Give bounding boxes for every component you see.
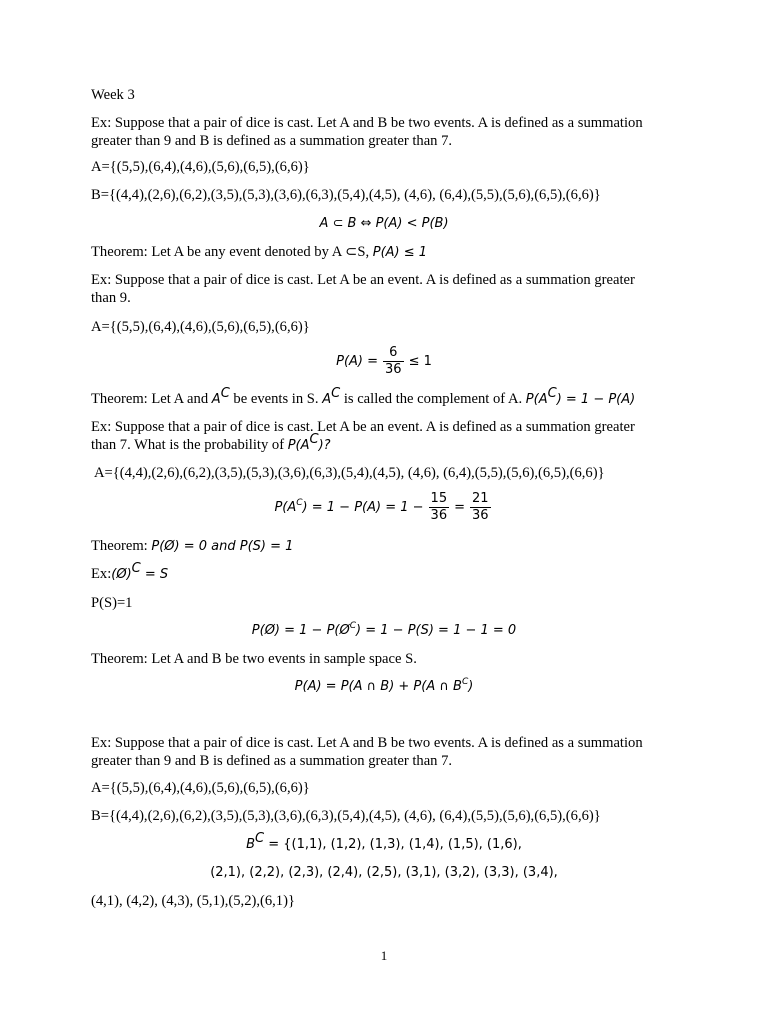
- theorem-2-text-1: Theorem: Let A and: [91, 391, 212, 407]
- fraction-numerator: 15: [430, 491, 448, 506]
- theorem-2-math-1: A: [211, 392, 221, 407]
- equals-sign: =: [454, 499, 465, 515]
- fraction-denominator: 36: [472, 508, 489, 523]
- empty-set-probability-equation: [0, 622, 768, 640]
- probability-a-rhs: ≤ 1: [408, 353, 432, 369]
- theorem-3: [91, 537, 293, 556]
- complement-superscript: C: [131, 561, 141, 576]
- example-3-question-text: than 7. What is the probability of: [91, 437, 288, 453]
- fraction-21-36: [470, 491, 491, 524]
- fraction-15-36: [429, 491, 450, 524]
- complement-superscript: C: [349, 621, 357, 631]
- theorem-2-text-2: be events in S.: [229, 391, 323, 407]
- eq-a-text: P(Ø) = 1 − P(Ø: [251, 623, 350, 638]
- fraction-denominator: 36: [430, 508, 448, 523]
- subset-probability-equation: A ⊂ B ⇔ P(A) < P(B): [319, 216, 449, 231]
- theorem-2-math-3b: ) = 1 − P(A): [556, 392, 636, 407]
- example-4: [91, 561, 169, 584]
- complement-probability-equation: [0, 491, 768, 524]
- example-5-text-line-2: greater than 9 and B is defined as a summation greater than 7.: [91, 753, 453, 769]
- example-1-set-b: B={(4,4),(2,6),(6,2),(3,5),(5,3),(3,6),(6,3),(5,4),(4,5), (4,6), (6,4),(5,5),(5,6),(6,5),(6,6)}: [91, 187, 601, 203]
- example-5-text-line-1: Ex: Suppose that a pair of dice is cast. Let A and B be two events. A is defined as a summation: [91, 735, 643, 751]
- example-3-question-math: P(A: [287, 438, 310, 453]
- theorem-2-math-3a: P(A: [525, 392, 548, 407]
- probability-a-lhs: P(A) =: [336, 353, 379, 369]
- week-heading: Week 3: [91, 87, 135, 103]
- eq-b-text: ): [468, 679, 474, 694]
- b-complement-elements: = {(1,1), (1,2), (1,3), (1,4), (1,5), (1,6),: [264, 837, 522, 852]
- theorem-4-text: Theorem: Let A and B be two events in sample space S.: [91, 651, 417, 667]
- partition-equation: [0, 678, 768, 696]
- example-1-set-a: A={(5,5),(6,4),(4,6),(5,6),(6,5),(6,6)}: [91, 159, 310, 175]
- example-1-text-line-2: greater than 9 and B is defined as a summation greater than 7.: [91, 133, 453, 149]
- theorem-1-text: Theorem: Let A be any event denoted by A ⊂S,: [91, 244, 373, 260]
- b-complement-line-1: [0, 831, 768, 854]
- eq-b-text: ) = 1 − P(S) = 1 − 1 = 0: [356, 623, 517, 638]
- example-3-set-a: A={(4,4),(2,6),(6,2),(3,5),(5,3),(3,6),(6,3),(5,4),(4,5), (4,6), (6,4),(5,5),(5,6),(6,5),(6,6)}: [94, 465, 605, 481]
- complement-superscript: C: [547, 386, 557, 401]
- example-4-math-2: = S: [140, 567, 169, 582]
- probability-s-statement: P(S)=1: [91, 595, 133, 611]
- b-complement-line-2: (2,1), (2,2), (2,3), (2,4), (2,5), (3,1), (3,2), (3,3), (3,4),: [210, 865, 558, 880]
- b-set-symbol: B: [246, 837, 256, 852]
- example-2-text-line-2: than 9.: [91, 290, 131, 306]
- theorem-1-math: P(A) ≤ 1: [372, 245, 428, 260]
- complement-superscript: C: [331, 386, 341, 401]
- theorem-1: [91, 243, 427, 262]
- complement-superscript: C: [309, 432, 319, 447]
- fraction-numerator: 6: [383, 345, 404, 362]
- example-5-set-a: A={(5,5),(6,4),(4,6),(5,6),(6,5),(6,6)}: [91, 780, 310, 796]
- page-number: 1: [380, 948, 388, 963]
- example-4-label: Ex:: [91, 566, 112, 582]
- example-3-text-line-2: [91, 432, 331, 455]
- example-2-text-line-1: Ex: Suppose that a pair of dice is cast. Let A be an event. A is defined as a summation greater: [91, 272, 635, 288]
- complement-superscript: C: [220, 386, 230, 401]
- example-4-math-1: (Ø): [111, 567, 132, 582]
- example-5-set-b: B={(4,4),(2,6),(6,2),(3,5),(5,3),(3,6),(6,3),(5,4),(4,5), (4,6), (6,4),(5,5),(5,6),(6,5),(6,6)}: [91, 808, 601, 824]
- complement-superscript: C: [296, 497, 303, 508]
- theorem-3-text: Theorem:: [91, 538, 152, 554]
- example-3-question-end: )?: [318, 438, 331, 453]
- example-2-set-a: A={(5,5),(6,4),(4,6),(5,6),(6,5),(6,6)}: [91, 319, 310, 335]
- theorem-2: [91, 386, 636, 409]
- theorem-3-math: P(Ø) = 0 and P(S) = 1: [151, 539, 294, 554]
- fraction-denominator: 36: [385, 362, 402, 377]
- probability-a-equation: [0, 345, 768, 378]
- complement-superscript: C: [255, 831, 265, 846]
- equation-part-a: [274, 499, 423, 517]
- theorem-2-text-3: is called the complement of A.: [340, 391, 526, 407]
- fraction-6-36: [383, 345, 404, 378]
- complement-superscript: C: [461, 677, 469, 687]
- b-complement-line-3: (4,1), (4,2), (4,3), (5,1),(5,2),(6,1)}: [91, 893, 295, 909]
- theorem-2-math-2: A: [322, 392, 332, 407]
- eq-a-text: P(A: [274, 499, 297, 515]
- example-1-text-line-1: Ex: Suppose that a pair of dice is cast. Let A and B be two events. A is defined as a summation: [91, 115, 643, 131]
- eq-a-text: P(A) = P(A ∩ B) + P(A ∩ B: [294, 679, 462, 694]
- fraction-numerator: 21: [472, 491, 489, 506]
- eq-b-text: ) = 1 − P(A) = 1 −: [302, 499, 424, 515]
- example-3-text-line-1: Ex: Suppose that a pair of dice is cast. Let A be an event. A is defined as a summation greater: [91, 419, 635, 435]
